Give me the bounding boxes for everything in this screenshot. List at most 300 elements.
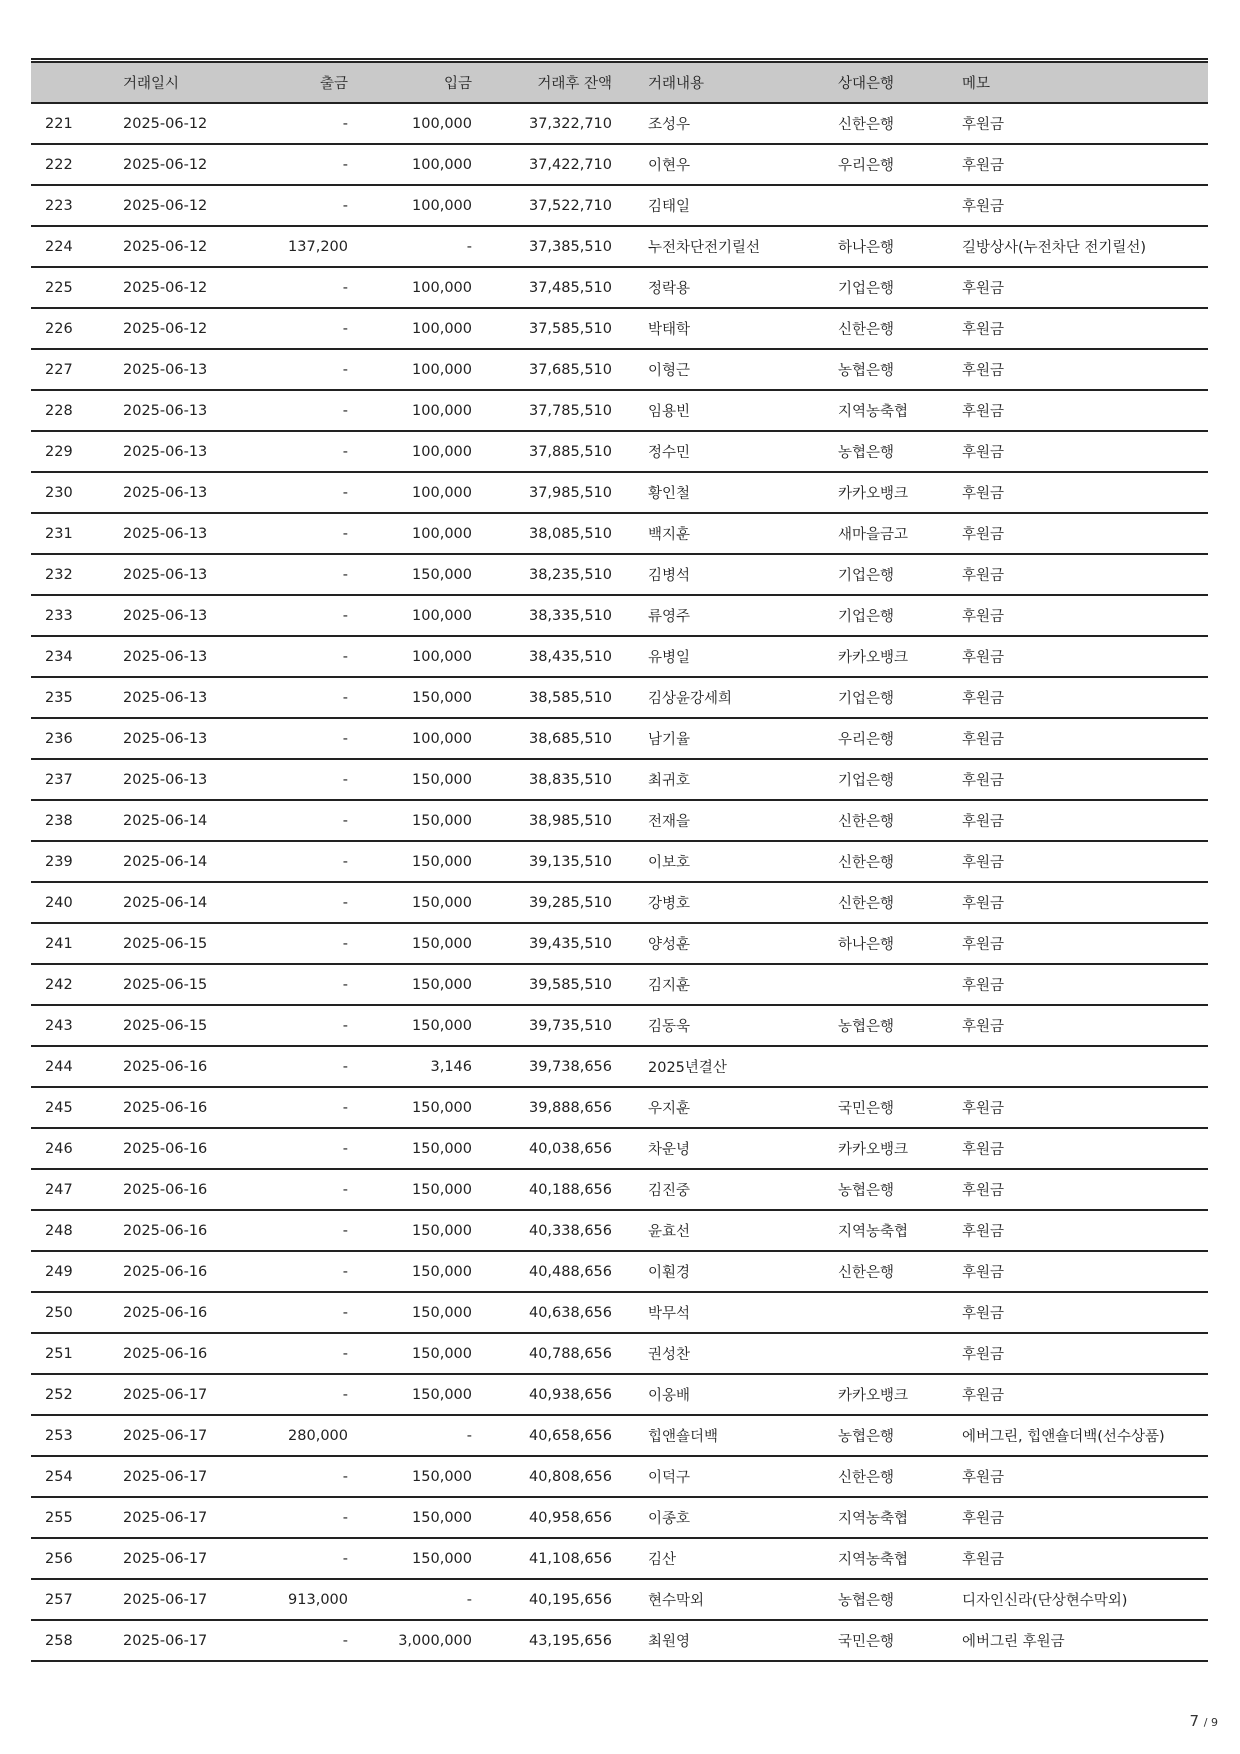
cell-date: 2025-06-13: [123, 513, 243, 554]
cell-no: 247: [31, 1169, 123, 1210]
cell-no: 242: [31, 964, 123, 1005]
cell-balance: 40,488,656: [472, 1251, 612, 1292]
cell-date: 2025-06-13: [123, 472, 243, 513]
cell-no: 229: [31, 431, 123, 472]
cell-description: 최원영: [612, 1620, 838, 1661]
cell-withdrawal: -: [243, 472, 348, 513]
cell-deposit: 150,000: [348, 677, 472, 718]
cell-no: 256: [31, 1538, 123, 1579]
cell-deposit: -: [348, 1579, 472, 1620]
cell-date: 2025-06-12: [123, 144, 243, 185]
cell-memo: 에버그린 후원금: [962, 1620, 1208, 1661]
cell-date: 2025-06-14: [123, 841, 243, 882]
cell-bank: 기업은행: [838, 595, 962, 636]
cell-no: 221: [31, 103, 123, 144]
cell-description: 이훤경: [612, 1251, 838, 1292]
cell-bank: 기업은행: [838, 759, 962, 800]
header-deposit: 입금: [348, 61, 472, 104]
cell-balance: 37,522,710: [472, 185, 612, 226]
cell-memo: 후원금: [962, 513, 1208, 554]
cell-bank: 신한은행: [838, 1251, 962, 1292]
cell-deposit: 100,000: [348, 472, 472, 513]
cell-bank: 우리은행: [838, 144, 962, 185]
cell-bank: 하나은행: [838, 226, 962, 267]
cell-date: 2025-06-12: [123, 226, 243, 267]
cell-balance: 38,685,510: [472, 718, 612, 759]
cell-bank: 하나은행: [838, 923, 962, 964]
cell-withdrawal: -: [243, 185, 348, 226]
cell-date: 2025-06-12: [123, 185, 243, 226]
cell-memo: 후원금: [962, 882, 1208, 923]
cell-description: 이형근: [612, 349, 838, 390]
cell-memo: 후원금: [962, 800, 1208, 841]
cell-deposit: 100,000: [348, 349, 472, 390]
table-row: [31, 1620, 1208, 1661]
cell-deposit: 150,000: [348, 882, 472, 923]
cell-no: 257: [31, 1579, 123, 1620]
table-row: [31, 1046, 1208, 1087]
cell-withdrawal: -: [243, 1456, 348, 1497]
header-bank: 상대은행: [838, 61, 962, 104]
cell-balance: 39,888,656: [472, 1087, 612, 1128]
cell-no: 238: [31, 800, 123, 841]
table-row: [31, 1456, 1208, 1497]
cell-bank: 농협은행: [838, 1169, 962, 1210]
cell-deposit: 100,000: [348, 636, 472, 677]
table-row: [31, 759, 1208, 800]
cell-deposit: 3,000,000: [348, 1620, 472, 1661]
cell-bank: 지역농축협: [838, 390, 962, 431]
cell-withdrawal: -: [243, 1087, 348, 1128]
cell-no: 252: [31, 1374, 123, 1415]
cell-description: 이덕구: [612, 1456, 838, 1497]
cell-balance: 40,788,656: [472, 1333, 612, 1374]
cell-date: 2025-06-12: [123, 103, 243, 144]
table-row: [31, 267, 1208, 308]
cell-withdrawal: -: [243, 554, 348, 595]
table-row: [31, 923, 1208, 964]
cell-withdrawal: 280,000: [243, 1415, 348, 1456]
cell-date: 2025-06-13: [123, 677, 243, 718]
table-row: [31, 1497, 1208, 1538]
cell-date: 2025-06-13: [123, 431, 243, 472]
cell-deposit: 150,000: [348, 554, 472, 595]
cell-deposit: 150,000: [348, 1251, 472, 1292]
cell-bank: 신한은행: [838, 841, 962, 882]
cell-memo: 후원금: [962, 1333, 1208, 1374]
cell-memo: 후원금: [962, 759, 1208, 800]
table-row: [31, 349, 1208, 390]
cell-description: 이현우: [612, 144, 838, 185]
table-row: [31, 1210, 1208, 1251]
table-row: [31, 841, 1208, 882]
cell-balance: 37,422,710: [472, 144, 612, 185]
cell-description: 임용빈: [612, 390, 838, 431]
cell-no: 243: [31, 1005, 123, 1046]
cell-memo: 후원금: [962, 677, 1208, 718]
cell-description: 이보호: [612, 841, 838, 882]
transaction-table: [31, 58, 1208, 1662]
cell-deposit: 100,000: [348, 267, 472, 308]
cell-withdrawal: -: [243, 1538, 348, 1579]
cell-description: 정락용: [612, 267, 838, 308]
cell-bank: 지역농축협: [838, 1538, 962, 1579]
cell-deposit: 150,000: [348, 1087, 472, 1128]
cell-description: 현수막외: [612, 1579, 838, 1620]
cell-deposit: 150,000: [348, 1128, 472, 1169]
cell-balance: 40,958,656: [472, 1497, 612, 1538]
cell-bank: 신한은행: [838, 1456, 962, 1497]
cell-balance: 40,038,656: [472, 1128, 612, 1169]
header-balance: 거래후 잔액: [472, 61, 612, 104]
table-row: [31, 390, 1208, 431]
cell-balance: 39,738,656: [472, 1046, 612, 1087]
cell-no: 231: [31, 513, 123, 554]
header-withdrawal: 출금: [243, 61, 348, 104]
cell-memo: 후원금: [962, 1169, 1208, 1210]
cell-balance: 40,638,656: [472, 1292, 612, 1333]
header-description: 거래내용: [612, 61, 838, 104]
cell-date: 2025-06-17: [123, 1538, 243, 1579]
cell-bank: [838, 185, 962, 226]
cell-description: 백지훈: [612, 513, 838, 554]
cell-description: 김동욱: [612, 1005, 838, 1046]
cell-bank: 농협은행: [838, 1415, 962, 1456]
cell-description: 박무석: [612, 1292, 838, 1333]
cell-balance: 40,808,656: [472, 1456, 612, 1497]
cell-description: 정수민: [612, 431, 838, 472]
cell-date: 2025-06-16: [123, 1333, 243, 1374]
cell-description: 김지훈: [612, 964, 838, 1005]
cell-deposit: 150,000: [348, 964, 472, 1005]
cell-no: 253: [31, 1415, 123, 1456]
cell-bank: 농협은행: [838, 1579, 962, 1620]
cell-balance: 38,335,510: [472, 595, 612, 636]
cell-withdrawal: -: [243, 513, 348, 554]
cell-memo: 후원금: [962, 595, 1208, 636]
cell-no: 239: [31, 841, 123, 882]
cell-description: 강병호: [612, 882, 838, 923]
cell-date: 2025-06-16: [123, 1169, 243, 1210]
table-row: [31, 595, 1208, 636]
cell-no: 251: [31, 1333, 123, 1374]
cell-memo: 디자인신라(단상현수막외): [962, 1579, 1208, 1620]
cell-deposit: 150,000: [348, 1292, 472, 1333]
cell-no: 227: [31, 349, 123, 390]
cell-no: 241: [31, 923, 123, 964]
cell-memo: [962, 1046, 1208, 1087]
cell-bank: [838, 1333, 962, 1374]
header-memo: 메모: [962, 61, 1208, 104]
cell-balance: 38,085,510: [472, 513, 612, 554]
cell-description: 누전차단전기릴선: [612, 226, 838, 267]
cell-date: 2025-06-14: [123, 800, 243, 841]
table-row: [31, 800, 1208, 841]
cell-description: 이종호: [612, 1497, 838, 1538]
cell-balance: 37,785,510: [472, 390, 612, 431]
table-row: [31, 431, 1208, 472]
table-row: [31, 308, 1208, 349]
cell-date: 2025-06-15: [123, 964, 243, 1005]
cell-memo: 후원금: [962, 308, 1208, 349]
cell-description: 권성찬: [612, 1333, 838, 1374]
cell-bank: 지역농축협: [838, 1497, 962, 1538]
cell-no: 237: [31, 759, 123, 800]
table-row: [31, 103, 1208, 144]
cell-no: 235: [31, 677, 123, 718]
cell-date: 2025-06-17: [123, 1579, 243, 1620]
cell-withdrawal: -: [243, 923, 348, 964]
cell-bank: 신한은행: [838, 308, 962, 349]
cell-withdrawal: -: [243, 1620, 348, 1661]
table-row: [31, 185, 1208, 226]
cell-description: 2025년결산: [612, 1046, 838, 1087]
cell-description: 차운녕: [612, 1128, 838, 1169]
cell-memo: 후원금: [962, 841, 1208, 882]
table-row: [31, 1128, 1208, 1169]
cell-date: 2025-06-17: [123, 1620, 243, 1661]
cell-deposit: 100,000: [348, 431, 472, 472]
cell-description: 조성우: [612, 103, 838, 144]
cell-deposit: 150,000: [348, 1333, 472, 1374]
cell-bank: 기업은행: [838, 677, 962, 718]
table-row: [31, 1415, 1208, 1456]
cell-balance: 40,938,656: [472, 1374, 612, 1415]
cell-no: 254: [31, 1456, 123, 1497]
cell-date: 2025-06-16: [123, 1087, 243, 1128]
cell-description: 김진중: [612, 1169, 838, 1210]
cell-no: 248: [31, 1210, 123, 1251]
cell-withdrawal: -: [243, 595, 348, 636]
cell-deposit: 150,000: [348, 1169, 472, 1210]
cell-description: 박태학: [612, 308, 838, 349]
cell-date: 2025-06-16: [123, 1046, 243, 1087]
cell-memo: 후원금: [962, 1374, 1208, 1415]
cell-no: 228: [31, 390, 123, 431]
page-total: / 9: [1203, 1716, 1218, 1729]
cell-withdrawal: -: [243, 964, 348, 1005]
cell-date: 2025-06-17: [123, 1456, 243, 1497]
cell-description: 우지훈: [612, 1087, 838, 1128]
cell-balance: 37,685,510: [472, 349, 612, 390]
cell-date: 2025-06-13: [123, 349, 243, 390]
page-current: 7: [1189, 1712, 1200, 1730]
cell-withdrawal: -: [243, 103, 348, 144]
cell-balance: 37,322,710: [472, 103, 612, 144]
cell-withdrawal: -: [243, 718, 348, 759]
cell-memo: 후원금: [962, 1497, 1208, 1538]
cell-description: 양성훈: [612, 923, 838, 964]
cell-balance: 37,885,510: [472, 431, 612, 472]
cell-balance: 41,108,656: [472, 1538, 612, 1579]
cell-deposit: 100,000: [348, 595, 472, 636]
table-row: [31, 554, 1208, 595]
cell-no: 223: [31, 185, 123, 226]
cell-deposit: 100,000: [348, 103, 472, 144]
cell-withdrawal: -: [243, 1374, 348, 1415]
cell-withdrawal: -: [243, 267, 348, 308]
table-row: [31, 144, 1208, 185]
table-row: [31, 1005, 1208, 1046]
cell-no: 258: [31, 1620, 123, 1661]
cell-withdrawal: -: [243, 1210, 348, 1251]
cell-deposit: 150,000: [348, 1456, 472, 1497]
cell-bank: 카카오뱅크: [838, 1128, 962, 1169]
cell-bank: 지역농축협: [838, 1210, 962, 1251]
cell-bank: 기업은행: [838, 554, 962, 595]
cell-bank: [838, 1046, 962, 1087]
cell-memo: 후원금: [962, 431, 1208, 472]
table-row: [31, 964, 1208, 1005]
cell-memo: 후원금: [962, 267, 1208, 308]
cell-deposit: 150,000: [348, 759, 472, 800]
cell-description: 남기율: [612, 718, 838, 759]
cell-bank: 카카오뱅크: [838, 1374, 962, 1415]
cell-withdrawal: -: [243, 1046, 348, 1087]
cell-deposit: 150,000: [348, 1538, 472, 1579]
cell-date: 2025-06-16: [123, 1251, 243, 1292]
cell-deposit: 100,000: [348, 390, 472, 431]
cell-memo: 후원금: [962, 1128, 1208, 1169]
cell-deposit: 100,000: [348, 513, 472, 554]
cell-balance: 37,585,510: [472, 308, 612, 349]
cell-memo: 후원금: [962, 1251, 1208, 1292]
cell-balance: 37,485,510: [472, 267, 612, 308]
cell-withdrawal: -: [243, 636, 348, 677]
cell-bank: 기업은행: [838, 267, 962, 308]
cell-no: 245: [31, 1087, 123, 1128]
table-row: [31, 513, 1208, 554]
cell-memo: 후원금: [962, 472, 1208, 513]
cell-withdrawal: -: [243, 431, 348, 472]
cell-date: 2025-06-16: [123, 1128, 243, 1169]
cell-date: 2025-06-13: [123, 554, 243, 595]
cell-description: 류영주: [612, 595, 838, 636]
cell-memo: 후원금: [962, 964, 1208, 1005]
table-row: [31, 882, 1208, 923]
header-row: [31, 61, 1208, 104]
cell-withdrawal: -: [243, 1005, 348, 1046]
table-row: [31, 1292, 1208, 1333]
cell-deposit: 3,146: [348, 1046, 472, 1087]
cell-deposit: 150,000: [348, 800, 472, 841]
cell-balance: 39,435,510: [472, 923, 612, 964]
cell-date: 2025-06-17: [123, 1497, 243, 1538]
cell-balance: 40,658,656: [472, 1415, 612, 1456]
table-row: [31, 1579, 1208, 1620]
cell-withdrawal: -: [243, 800, 348, 841]
cell-bank: 국민은행: [838, 1087, 962, 1128]
cell-withdrawal: 913,000: [243, 1579, 348, 1620]
table-row: [31, 1087, 1208, 1128]
cell-deposit: 150,000: [348, 1005, 472, 1046]
cell-balance: 39,585,510: [472, 964, 612, 1005]
cell-memo: 후원금: [962, 349, 1208, 390]
cell-balance: 38,835,510: [472, 759, 612, 800]
cell-bank: 국민은행: [838, 1620, 962, 1661]
cell-memo: 후원금: [962, 1292, 1208, 1333]
table-row: [31, 1169, 1208, 1210]
cell-balance: 38,435,510: [472, 636, 612, 677]
cell-date: 2025-06-17: [123, 1374, 243, 1415]
cell-no: 222: [31, 144, 123, 185]
table-header: [31, 61, 1208, 104]
cell-memo: 후원금: [962, 185, 1208, 226]
cell-description: 김상윤강세희: [612, 677, 838, 718]
cell-deposit: 150,000: [348, 1210, 472, 1251]
cell-withdrawal: 137,200: [243, 226, 348, 267]
cell-withdrawal: -: [243, 144, 348, 185]
cell-no: 233: [31, 595, 123, 636]
cell-no: 244: [31, 1046, 123, 1087]
cell-memo: 후원금: [962, 1005, 1208, 1046]
cell-date: 2025-06-17: [123, 1415, 243, 1456]
page-number: [1189, 1712, 1218, 1730]
cell-date: 2025-06-12: [123, 267, 243, 308]
cell-date: 2025-06-16: [123, 1210, 243, 1251]
cell-date: 2025-06-15: [123, 1005, 243, 1046]
cell-no: 234: [31, 636, 123, 677]
cell-deposit: 100,000: [348, 144, 472, 185]
cell-description: 김산: [612, 1538, 838, 1579]
table-row: [31, 1538, 1208, 1579]
cell-date: 2025-06-12: [123, 308, 243, 349]
cell-description: 황인철: [612, 472, 838, 513]
cell-balance: 40,338,656: [472, 1210, 612, 1251]
cell-deposit: 150,000: [348, 1497, 472, 1538]
table-row: [31, 636, 1208, 677]
cell-memo: 후원금: [962, 554, 1208, 595]
cell-deposit: 150,000: [348, 923, 472, 964]
cell-no: 240: [31, 882, 123, 923]
cell-bank: 신한은행: [838, 103, 962, 144]
cell-memo: 후원금: [962, 923, 1208, 964]
cell-deposit: -: [348, 226, 472, 267]
cell-memo: 후원금: [962, 390, 1208, 431]
cell-date: 2025-06-15: [123, 923, 243, 964]
cell-description: 윤효선: [612, 1210, 838, 1251]
table-row: [31, 226, 1208, 267]
table-row: [31, 472, 1208, 513]
cell-no: 246: [31, 1128, 123, 1169]
cell-bank: 새마을금고: [838, 513, 962, 554]
cell-no: 226: [31, 308, 123, 349]
cell-withdrawal: -: [243, 1251, 348, 1292]
cell-balance: 39,735,510: [472, 1005, 612, 1046]
cell-deposit: 100,000: [348, 308, 472, 349]
table-row: [31, 1374, 1208, 1415]
cell-deposit: 150,000: [348, 1374, 472, 1415]
cell-balance: 40,188,656: [472, 1169, 612, 1210]
cell-no: 224: [31, 226, 123, 267]
cell-memo: 후원금: [962, 1210, 1208, 1251]
cell-memo: 후원금: [962, 718, 1208, 759]
cell-withdrawal: -: [243, 759, 348, 800]
cell-withdrawal: -: [243, 1333, 348, 1374]
cell-date: 2025-06-13: [123, 718, 243, 759]
table-row: [31, 677, 1208, 718]
cell-balance: 43,195,656: [472, 1620, 612, 1661]
header-date: 거래일시: [123, 61, 243, 104]
cell-balance: 39,285,510: [472, 882, 612, 923]
cell-memo: 후원금: [962, 103, 1208, 144]
cell-no: 225: [31, 267, 123, 308]
cell-bank: 신한은행: [838, 800, 962, 841]
cell-withdrawal: -: [243, 1292, 348, 1333]
header-no: [31, 61, 123, 104]
cell-date: 2025-06-13: [123, 595, 243, 636]
cell-bank: 카카오뱅크: [838, 636, 962, 677]
